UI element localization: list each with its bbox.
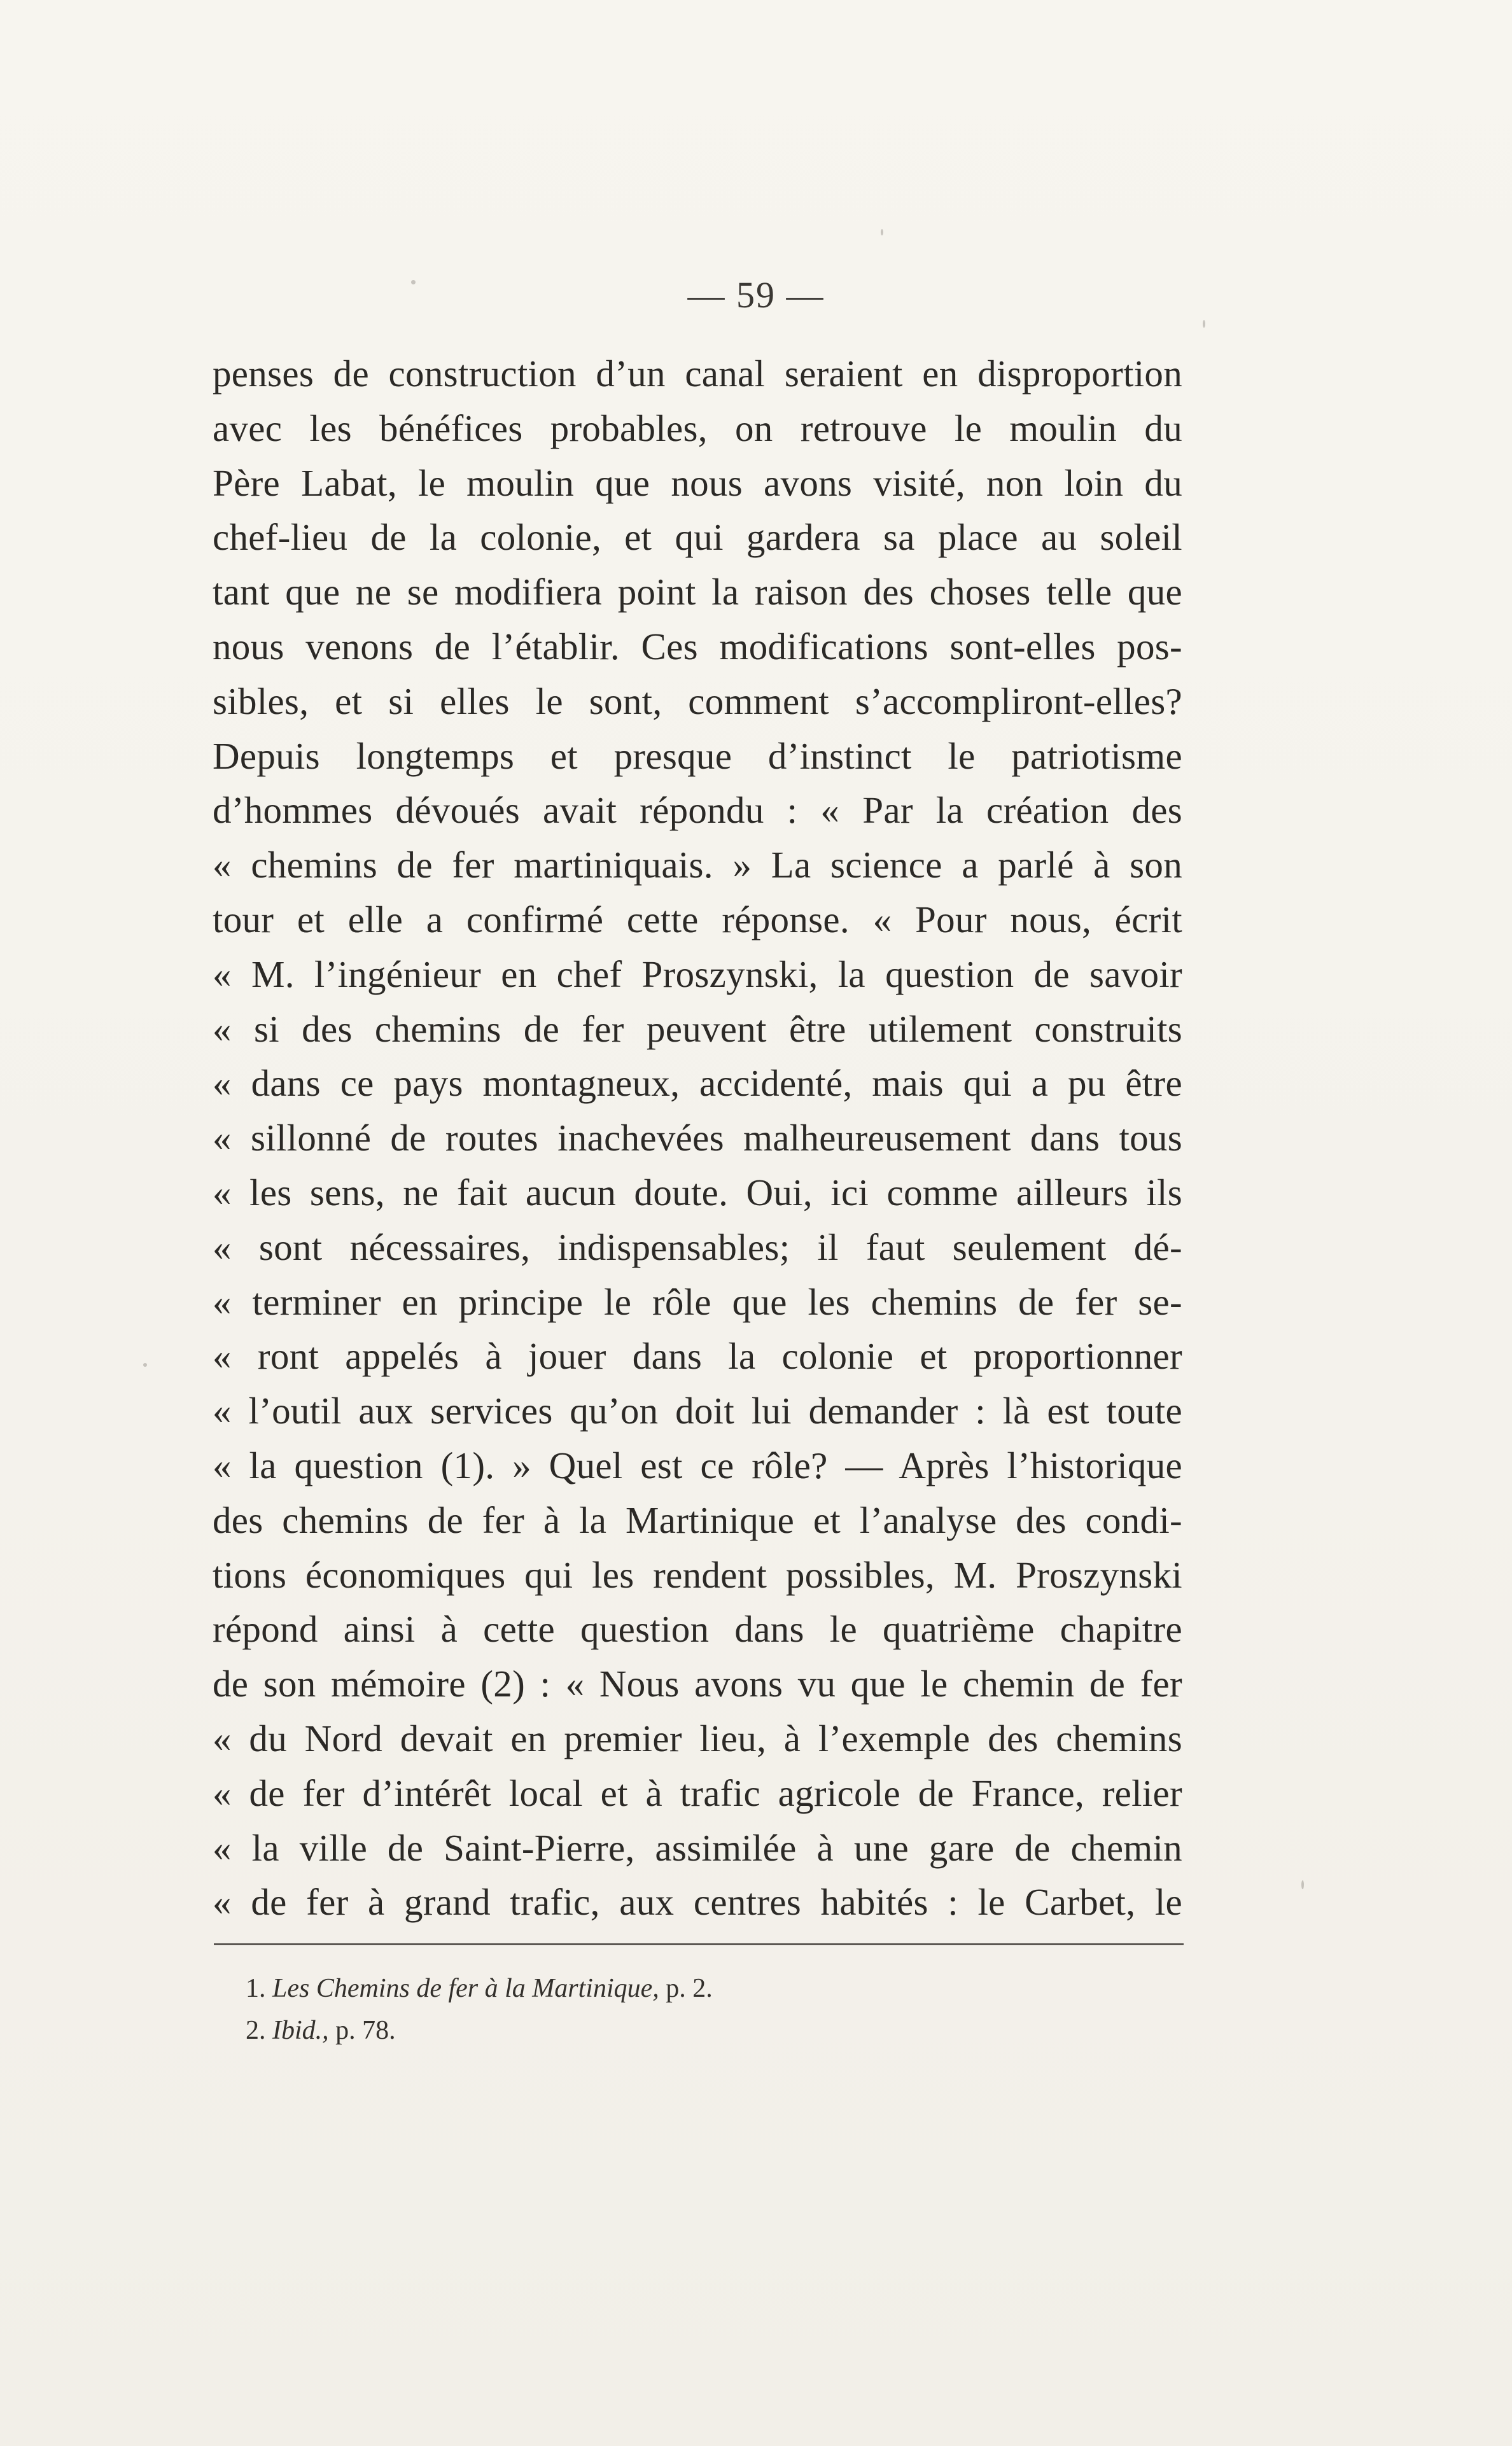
text-line: d’hommes dévoués avait répondu : « Par la création des [213, 789, 1182, 832]
text-line: « de fer à grand trafic, aux centres habités : le Carbet, le [213, 1881, 1182, 1924]
paper-speck [411, 280, 416, 284]
text-line: « si des chemins de fer peuvent être utilement construits [213, 1007, 1182, 1050]
text-line: « chemins de fer martiniquais. » La science a parlé à son [213, 844, 1182, 886]
footnote-1 [246, 1967, 713, 2009]
text-line: « les sens, ne fait aucun doute. Oui, ici comme ailleurs ils [213, 1171, 1182, 1213]
footnote-number: 2. [246, 2016, 266, 2045]
paper-speck [1203, 320, 1205, 328]
paper-speck [1301, 1880, 1304, 1889]
footnote-ref: p. 2. [666, 1974, 713, 2003]
footnote-ref: p. 78. [335, 2016, 396, 2045]
body-text [213, 347, 1182, 1930]
text-line: tions économiques qui les rendent possibles, M. Proszynski [213, 1553, 1182, 1596]
text-line: de son mémoire (2) : « Nous avons vu que le chemin de fer [213, 1663, 1182, 1705]
text-line: « dans ce pays montagneux, accidenté, mais qui a pu être [213, 1062, 1182, 1105]
text-line: Père Labat, le moulin que nous avons visité, non loin du [213, 461, 1182, 504]
footnote-rule [214, 1943, 1184, 1945]
text-line: « M. l’ingénieur en chef Proszynski, la question de savoir [213, 953, 1182, 995]
paper-speck [143, 1363, 147, 1367]
text-line: répond ainsi à cette question dans le quatrième chapitre [213, 1608, 1182, 1651]
text-line: Depuis longtemps et presque d’instinct le patriotisme [213, 734, 1182, 777]
paper-speck [881, 229, 883, 235]
text-line: « la question (1). » Quel est ce rôle? — Après l’historique [213, 1444, 1182, 1486]
text-line: « terminer en principe le rôle que les chemins de fer se- [213, 1280, 1182, 1323]
text-line: « du Nord devait en premier lieu, à l’exemple des chemins [213, 1717, 1182, 1759]
footnote-2 [246, 2009, 713, 2051]
footnote-title: Les Chemins de fer à la Martinique, [272, 1974, 659, 2003]
text-line: avec les bénéfices probables, on retrouve le moulin du [213, 407, 1182, 449]
footnote-number: 1. [246, 1974, 266, 2003]
text-line: « sillonné de routes inachevées malheureusement dans tous [213, 1117, 1182, 1159]
text-line: « de fer d’intérêt local et à trafic agricole de France, relier [213, 1772, 1182, 1814]
footnote-title: Ibid., [272, 2016, 329, 2045]
text-line: nous venons de l’établir. Ces modifications sont-elles pos- [213, 625, 1182, 667]
text-line: « l’outil aux services qu’on doit lui demander : là est toute [213, 1390, 1182, 1432]
text-line: « la ville de Saint-Pierre, assimilée à une gare de chemin [213, 1826, 1182, 1869]
page-number: — 59 — [687, 274, 825, 316]
text-line: chef-lieu de la colonie, et qui gardera sa place au soleil [213, 516, 1182, 559]
text-line: tour et elle a confirmé cette réponse. « Pour nous, écrit [213, 898, 1182, 940]
text-line: « ront appelés à jouer dans la colonie et proportionner [213, 1335, 1182, 1378]
text-line: sibles, et si elles le sont, comment s’accompliront-elles? [213, 680, 1182, 722]
text-line: « sont nécessaires, indispensables; il faut seulement dé- [213, 1226, 1182, 1268]
text-line: penses de construction d’un canal seraient en disproportion [213, 353, 1182, 395]
text-line: tant que ne se modifiera point la raison des choses telle que [213, 571, 1182, 613]
text-line: des chemins de fer à la Martinique et l’analyse des condi- [213, 1499, 1182, 1541]
footnotes [246, 1967, 713, 2051]
